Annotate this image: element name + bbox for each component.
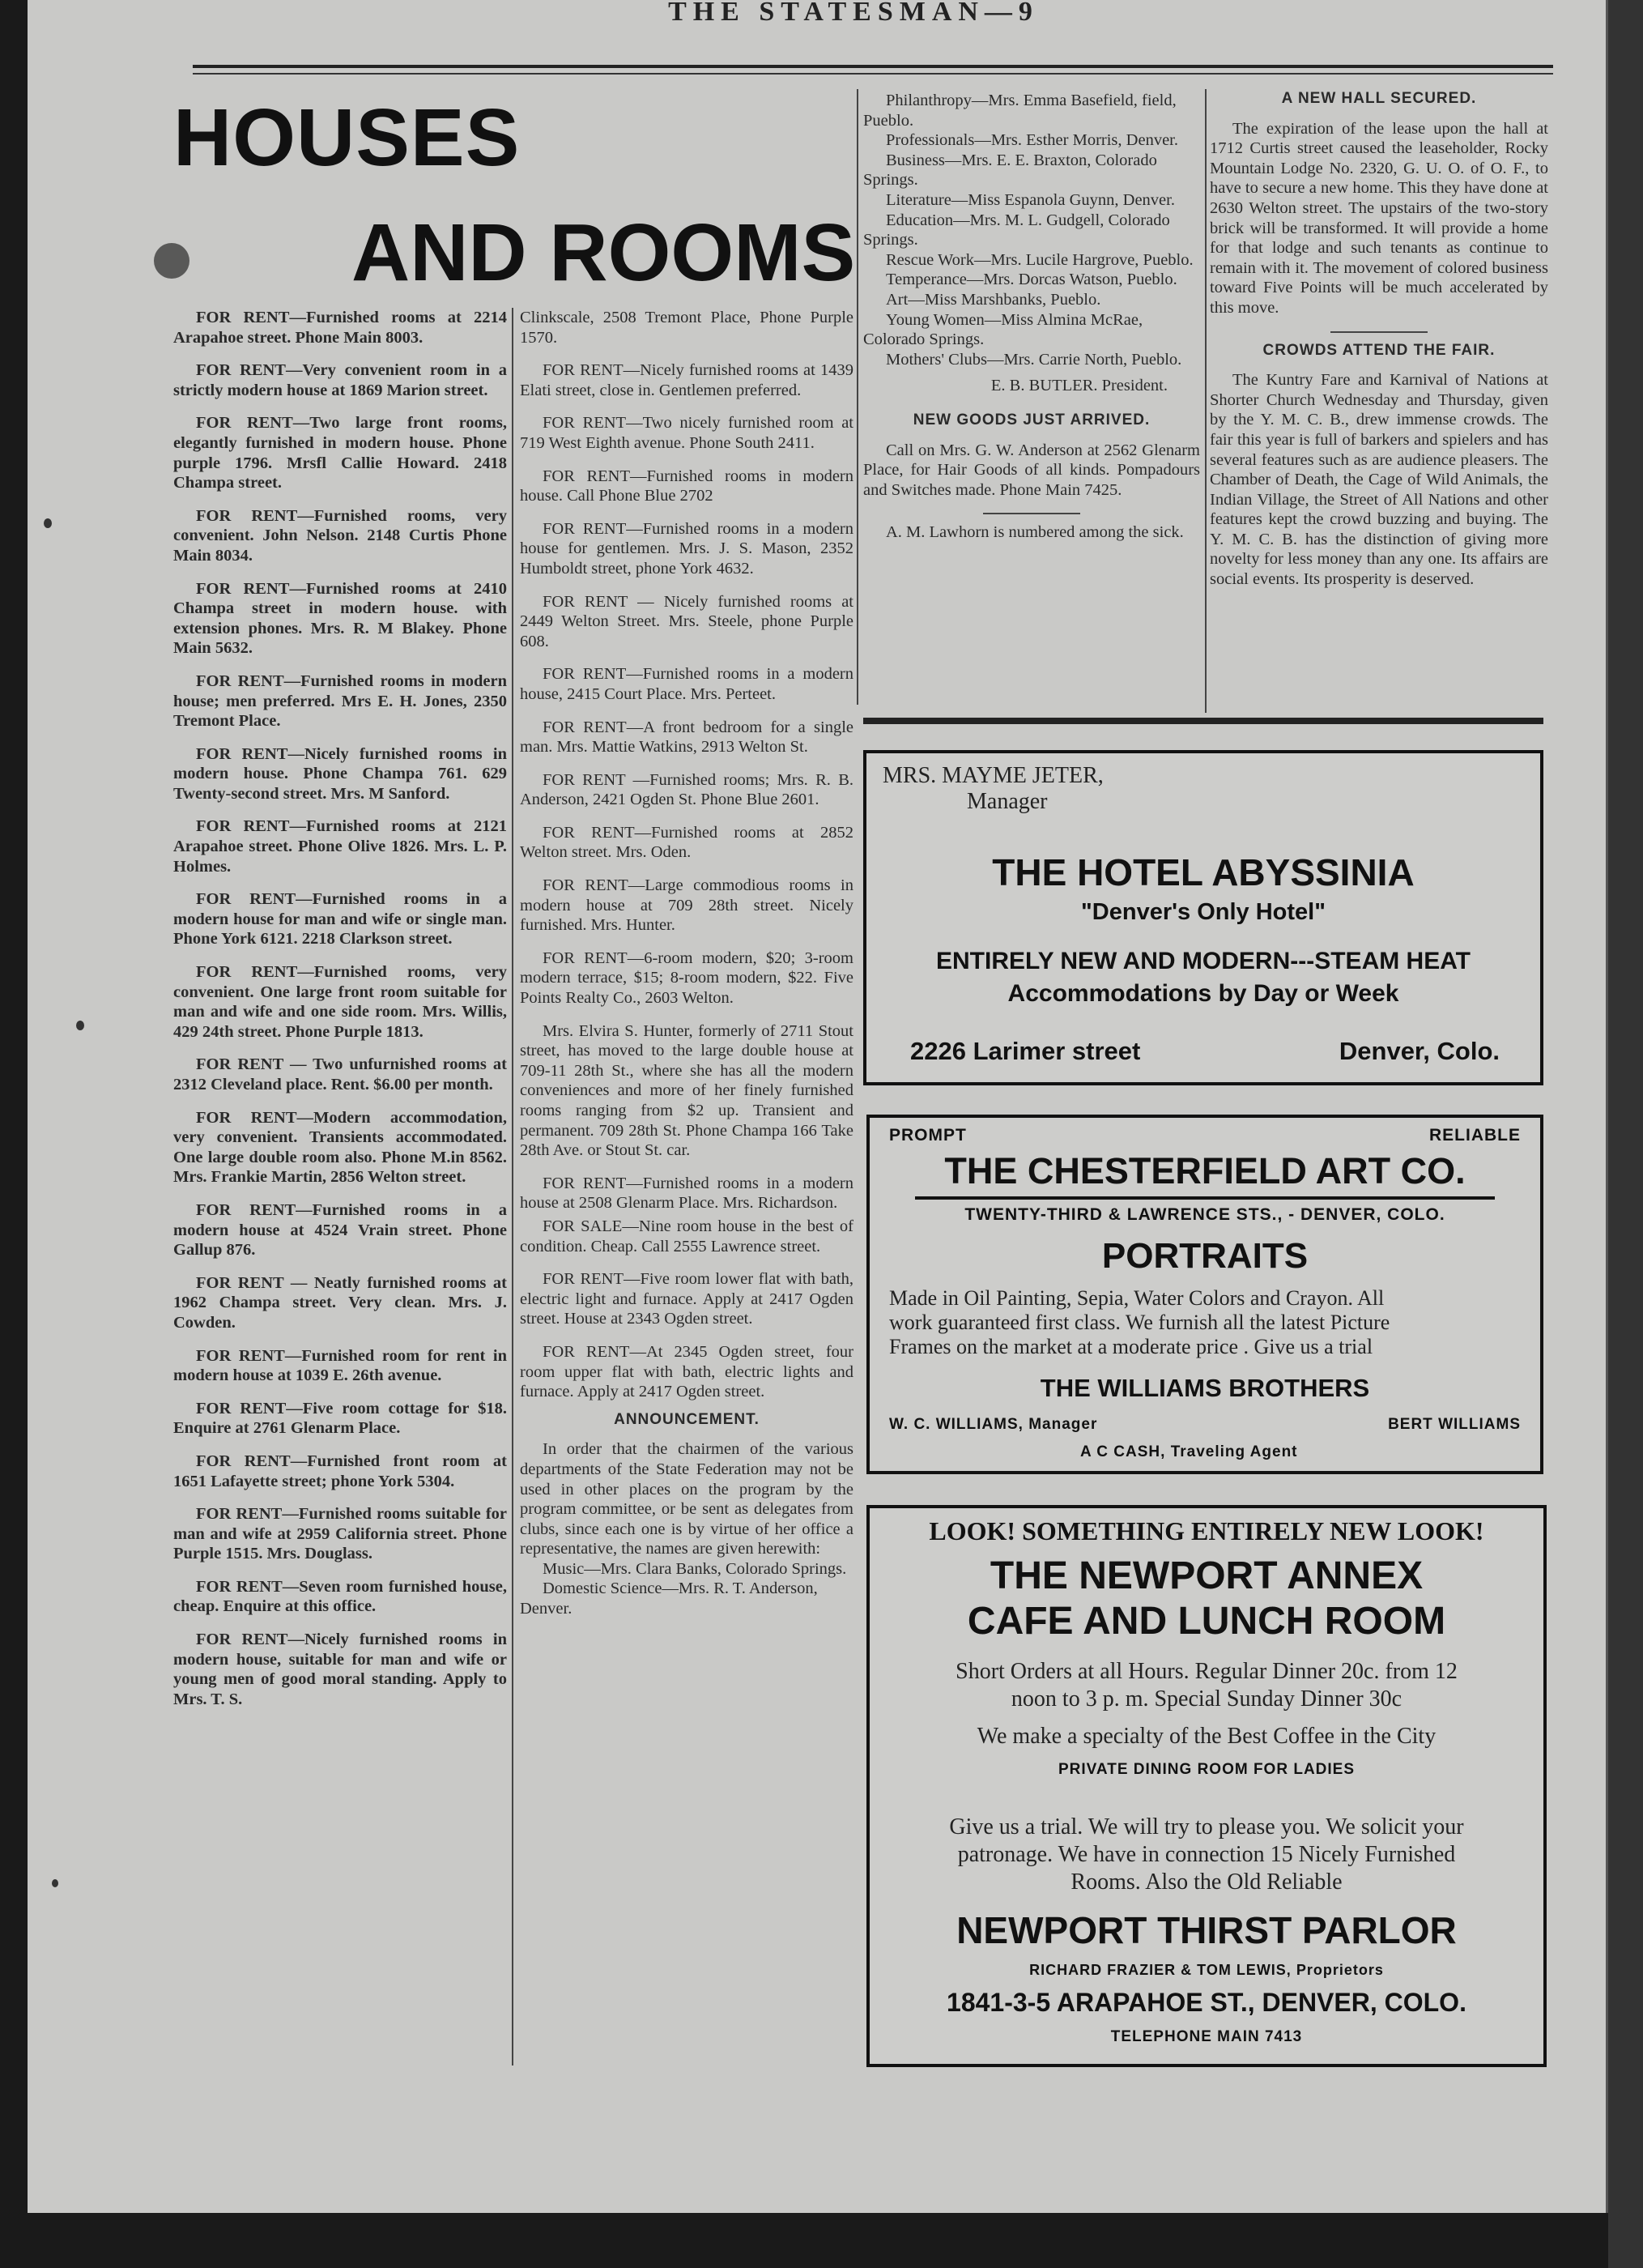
classified-ad: FOR RENT—Furnished rooms in modern house. Call Phone Blue 2702 xyxy=(520,467,853,505)
newport-private-dining: PRIVATE DINING ROOM FOR LADIES xyxy=(1058,1761,1356,1778)
committee-item: Rescue Work—Mrs. Lucile Hargrove, Pueblo. xyxy=(886,250,1194,269)
classified-ad: FOR RENT—Very convenient room in a strictly modern house at 1869 Marion street. xyxy=(173,361,507,399)
committee-item: Temperance—Mrs. Dorcas Watson, Pueblo. xyxy=(886,271,1177,289)
committee-item: Philanthropy—Mrs. Emma Basefield, field, Pueblo. xyxy=(863,92,1177,130)
hotel-city: Denver, Colo. xyxy=(1339,1037,1500,1065)
classified-ad: FOR RENT—Two large front rooms, elegantly furnished in modern house. Phone purple 1796. Mrsfl Callie Howard. 2418 Champa street. xyxy=(173,414,507,492)
classified-ad: FOR RENT—Furnished rooms in a modern house for gentlemen. Mrs. J. S. Mason, 2352 Humboldt street, phone York 4632. xyxy=(520,519,853,578)
lawhorn-note: A. M. Lawhorn is numbered among the sick. xyxy=(886,523,1184,542)
classified-ad: FOR RENT — Two unfurnished rooms at 2312 Cleveland place. Rent. $6.00 per month. xyxy=(173,1055,507,1094)
hotel-name: THE HOTEL ABYSSINIA xyxy=(992,851,1415,893)
fair-body: The Kuntry Fare and Karnival of Nations at Shorter Church Wednesday and Thursday, given by the Y. M. C. B., drew immense crowds. The fair this year is full of barkers and spielers and has several features such as are audience pleasers. The Chamber of Death, the Cage of Wild Animals, the Indian Village, the Street of All Nations and other features kept the crowd buzzing and buying. The Y. M. C. B. has the distinction of giving more novelty for less money than any one. Its affairs are social events. Its prosperity is deserved. xyxy=(1210,371,1548,589)
committee-item: Mothers' Clubs—Mrs. Carrie North, Pueblo. xyxy=(886,350,1182,369)
headline-rooms: AND ROOMS xyxy=(351,207,856,298)
column-4 xyxy=(1210,89,1548,603)
classified-ad: FOR RENT—Furnished rooms in a modern house at 4524 Vrain street. Phone Gallup 876. xyxy=(173,1200,507,1260)
short-rule xyxy=(983,513,1080,514)
newport-cafe: CAFE AND LUNCH ROOM xyxy=(967,1600,1446,1643)
new-goods-body: Call on Mrs. G. W. Anderson at 2562 Glenarm Place, for Hair Goods of all kinds. Pompadours and Switches made. Phone Main 7425. xyxy=(863,441,1200,499)
classified-ad: FOR RENT—A front bedroom for a single man. Mrs. Mattie Watkins, 2913 Welton St. xyxy=(520,718,853,757)
committee-item: Professionals—Mrs. Esther Morris, Denver. xyxy=(886,131,1178,150)
classified-ad: FOR RENT—Furnished rooms at 2121 Arapahoe street. Phone Olive 1826. Mrs. L. P. Holmes. xyxy=(173,817,507,876)
section-rule xyxy=(863,718,1543,724)
art-reliable: RELIABLE xyxy=(1429,1126,1521,1145)
art-address: TWENTY-THIRD & LAWRENCE STS., - DENVER, COLO. xyxy=(964,1205,1445,1224)
newport-look: LOOK! SOMETHING ENTIRELY NEW LOOK! xyxy=(929,1516,1484,1545)
announcement-item: Music—Mrs. Clara Banks, Colorado Springs. xyxy=(543,1559,847,1578)
announcement-item: Domestic Science—Mrs. R. T. Anderson, Denver. xyxy=(520,1580,818,1618)
scan-edge xyxy=(1608,0,1643,2268)
column-divider xyxy=(857,89,858,705)
newport-line: We make a specialty of the Best Coffee in the City xyxy=(977,1724,1437,1749)
top-rule-thin xyxy=(193,73,1553,75)
masthead-title: THE STATESMAN—9 xyxy=(668,0,1039,27)
president-signature: E. B. BUTLER. President. xyxy=(990,377,1168,395)
short-rule xyxy=(1330,331,1428,333)
classified-ad: FOR RENT—Furnished rooms at 2852 Welton street. Mrs. Oden. xyxy=(520,823,853,862)
classified-ad: FOR RENT—Furnished rooms, very convenient. John Nelson. 2148 Curtis Phone Main 8034. xyxy=(173,506,507,565)
hall-body: The expiration of the lease upon the hall at 1712 Curtis street caused the leaseholder, Rocky Mountain Lodge No. 2320, G. U. O. of O. F., to have to secure a new home. This they have done at 2630 Welton street. The upstairs of the two-story brick will be transformed. It will provide a home for that lodge and such tenants as continue to remain with it. The movement of colored business toward Five Points will be much accelerated by this move. xyxy=(1210,119,1548,317)
classified-ad: FOR RENT—Nicely furnished rooms in modern house. Phone Champa 761. 629 Twenty-second street. Mrs. M Sanford. xyxy=(173,744,507,803)
classified-ad: FOR RENT—Furnished front room at 1651 Lafayette street; phone York 5304. xyxy=(173,1452,507,1490)
headline-houses: HOUSES xyxy=(173,92,521,183)
art-agent: A C CASH, Traveling Agent xyxy=(1080,1443,1298,1460)
classified-ad: FOR RENT—Modern accommodation, very convenient. Transients accommodated. One large double room also. Phone M.in 8562. Mrs. Frankie Martin, 2856 Welton street. xyxy=(173,1108,507,1187)
hotel-abyssinia-ad xyxy=(863,750,1543,1085)
newport-name: THE NEWPORT ANNEX xyxy=(990,1554,1424,1597)
newspaper-page xyxy=(28,0,1608,2213)
hotel-manager-name: MRS. MAYME JETER, xyxy=(883,763,1104,788)
hotel-features: ENTIRELY NEW AND MODERN---STEAM HEAT xyxy=(936,948,1471,974)
art-manager: W. C. WILLIAMS, Manager xyxy=(889,1416,1098,1433)
newport-proprietors: RICHARD FRAZIER & TOM LEWIS, Proprietors xyxy=(1029,1962,1384,1978)
column-divider xyxy=(1205,89,1207,713)
newport-line: Short Orders at all Hours. Regular Dinner 20c. from 12 xyxy=(956,1659,1458,1684)
classified-ad: Clinkscale, 2508 Tremont Place, Phone Purple 1570. xyxy=(520,309,853,347)
hotel-tagline: "Denver's Only Hotel" xyxy=(1081,899,1326,925)
classified-ad: FOR RENT—6-room modern, $20; 3-room modern terrace, $15; 8-room modern, $22. Five Points Realty Co., 2603 Welton. xyxy=(520,949,853,1008)
classified-ad: FOR RENT—Nicely furnished rooms in modern house, suitable for man and wife or young men of good moral standing. Apply to Mrs. T. S. xyxy=(173,1631,507,1708)
announcement-heading: ANNOUNCEMENT. xyxy=(614,1410,760,1428)
committee-item: Young Women—Miss Almina McRae, Colorado Springs. xyxy=(863,310,1143,349)
column-3 xyxy=(863,91,1200,556)
classified-ad: FOR RENT—Furnished room for rent in modern house at 1039 E. 26th avenue. xyxy=(173,1346,507,1385)
hall-heading: A NEW HALL SECURED. xyxy=(1281,90,1477,107)
newport-line: noon to 3 p. m. Special Sunday Dinner 30c xyxy=(1011,1686,1403,1712)
new-goods-heading: NEW GOODS JUST ARRIVED. xyxy=(913,411,1151,428)
classified-ad: FOR RENT — Neatly furnished rooms at 1962 Champa street. Very clean. Mrs. J. Cowden. xyxy=(173,1273,507,1332)
classified-ad: FOR SALE—Nine room house in the best of condition. Cheap. Call 2555 Lawrence street. xyxy=(520,1217,853,1256)
art-body-line: Frames on the market at a moderate price . Give us a trial xyxy=(889,1335,1373,1358)
newport-line: Give us a trial. We will try to please you. We solicit your xyxy=(949,1814,1464,1840)
newport-address: 1841-3-5 ARAPAHOE ST., DENVER, COLO. xyxy=(947,1988,1466,2017)
hotel-accommodations: Accommodations by Day or Week xyxy=(1007,980,1399,1007)
art-brothers: THE WILLIAMS BROTHERS xyxy=(1040,1374,1370,1402)
art-body-line: Made in Oil Painting, Sepia, Water Colors and Crayon. All xyxy=(889,1286,1385,1310)
classified-ad: Mrs. Elvira S. Hunter, formerly of 2711 Stout street, has moved to the large double house at 709-11 28th St., where she has all the modern conveniences and more of her finely furnished rooms ranging from $2 up. Transient and permanent. 709 28th St. Phone Champa 166 Take 28th Ave. or Stout St. car. xyxy=(520,1021,853,1160)
column-divider xyxy=(512,308,513,2066)
committee-item: Art—Miss Marshbanks, Pueblo. xyxy=(886,290,1101,309)
committee-item: Literature—Miss Espanola Guynn, Denver. xyxy=(886,190,1175,209)
art-bert: BERT WILLIAMS xyxy=(1388,1416,1521,1433)
art-portraits: PORTRAITS xyxy=(1101,1236,1309,1276)
committee-item: Business—Mrs. E. E. Braxton, Colorado Springs. xyxy=(863,151,1157,190)
classified-ad: FOR RENT—Furnished rooms in a modern house, 2415 Court Place. Mrs. Perteet. xyxy=(520,665,853,703)
scan-blemish xyxy=(154,243,189,279)
classified-ad: FOR RENT—At 2345 Ogden street, four room upper flat with bath, electric lights and furnace. Apply at 2417 Ogden street. xyxy=(520,1342,853,1401)
hotel-address: 2226 Larimer street xyxy=(910,1037,1141,1065)
newport-line: Rooms. Also the Old Reliable xyxy=(1071,1869,1343,1895)
classifieds-column-1 xyxy=(173,308,507,1722)
scan-blemish xyxy=(76,1021,84,1030)
classified-ad: FOR RENT — Nicely furnished rooms at 2449 Welton Street. Mrs. Steele, phone Purple 608. xyxy=(520,592,853,650)
classified-ad: FOR RENT —Furnished rooms; Mrs. R. B. Anderson, 2421 Ogden St. Phone Blue 2601. xyxy=(520,770,853,809)
committee-item: Education—Mrs. M. L. Gudgell, Colorado Springs. xyxy=(863,211,1170,249)
classified-ad: FOR RENT—Furnished rooms at 2410 Champa street in modern house. with extension phones. Mrs. R. M Blakey. Phone Main 5632. xyxy=(173,579,507,658)
classified-ad: FOR RENT—Two nicely furnished room at 719 West Eighth avenue. Phone South 2411. xyxy=(520,414,853,452)
fair-heading: CROWDS ATTEND THE FAIR. xyxy=(1262,341,1496,359)
art-body-line: work guaranteed first class. We furnish all the latest Picture xyxy=(889,1311,1390,1334)
newport-line: patronage. We have in connection 15 Nicely Furnished xyxy=(957,1842,1456,1867)
classified-ad: FOR RENT—Five room lower flat with bath, electric light and furnace. Apply at 2417 Ogden street. House at 2343 Ogden street. xyxy=(520,1270,853,1328)
newport-thirst-parlor: NEWPORT THIRST PARLOR xyxy=(956,1909,1457,1951)
chesterfield-art-ad xyxy=(866,1115,1543,1474)
hotel-manager-title: Manager xyxy=(967,789,1048,814)
classified-ad: FOR RENT—Furnished rooms, very convenient. One large front room suitable for man and wife and one side room. Mrs. Willis, 429 24th street. Phone Purple 1813. xyxy=(173,963,507,1041)
newport-phone: TELEPHONE MAIN 7413 xyxy=(1110,2028,1303,2045)
classified-ad: FOR RENT—Seven room furnished house, cheap. Enquire at this office. xyxy=(173,1577,507,1616)
art-rule xyxy=(915,1196,1495,1200)
art-company-name: THE CHESTERFIELD ART CO. xyxy=(944,1150,1466,1192)
classified-ad: FOR RENT—Furnished rooms in a modern house for man and wife or single man. Phone York 6121. 2218 Clarkson street. xyxy=(173,890,507,949)
classified-ad: FOR RENT—Furnished rooms at 2214 Arapahoe street. Phone Main 8003. xyxy=(173,309,507,347)
announcement-body: In order that the chairmen of the various departments of the State Federation may not be used in other places on the program by the program committee, or be sent as delegates from clubs, since each one is by virtue of her office a representative, the names are given herewith: xyxy=(520,1440,853,1558)
classified-ad: FOR RENT—Five room cottage for $18. Enquire at 2761 Glenarm Place. xyxy=(173,1399,507,1438)
top-rule xyxy=(193,65,1553,68)
newport-annex-ad xyxy=(866,1505,1547,2067)
classified-ad: FOR RENT—Furnished rooms suitable for man and wife at 2959 California street. Phone Purple 1515. Mrs. Douglass. xyxy=(173,1505,507,1563)
classifieds-column-2 xyxy=(520,308,853,1619)
art-prompt: PROMPT xyxy=(889,1126,967,1145)
scan-blemish xyxy=(44,518,52,528)
classified-ad: FOR RENT—Furnished rooms in modern house; men preferred. Mrs E. H. Jones, 2350 Tremont Place. xyxy=(173,671,507,731)
scan-blemish xyxy=(52,1879,58,1887)
classified-ad: FOR RENT—Large commodious rooms in modern house at 709 28th street. Nicely furnished. Mrs. Hunter. xyxy=(520,876,853,935)
classified-ad: FOR RENT—Furnished rooms in a modern house at 2508 Glenarm Place. Mrs. Richardson. xyxy=(520,1174,853,1213)
classified-ad: FOR RENT—Nicely furnished rooms at 1439 Elati street, close in. Gentlemen preferred. xyxy=(520,361,853,399)
